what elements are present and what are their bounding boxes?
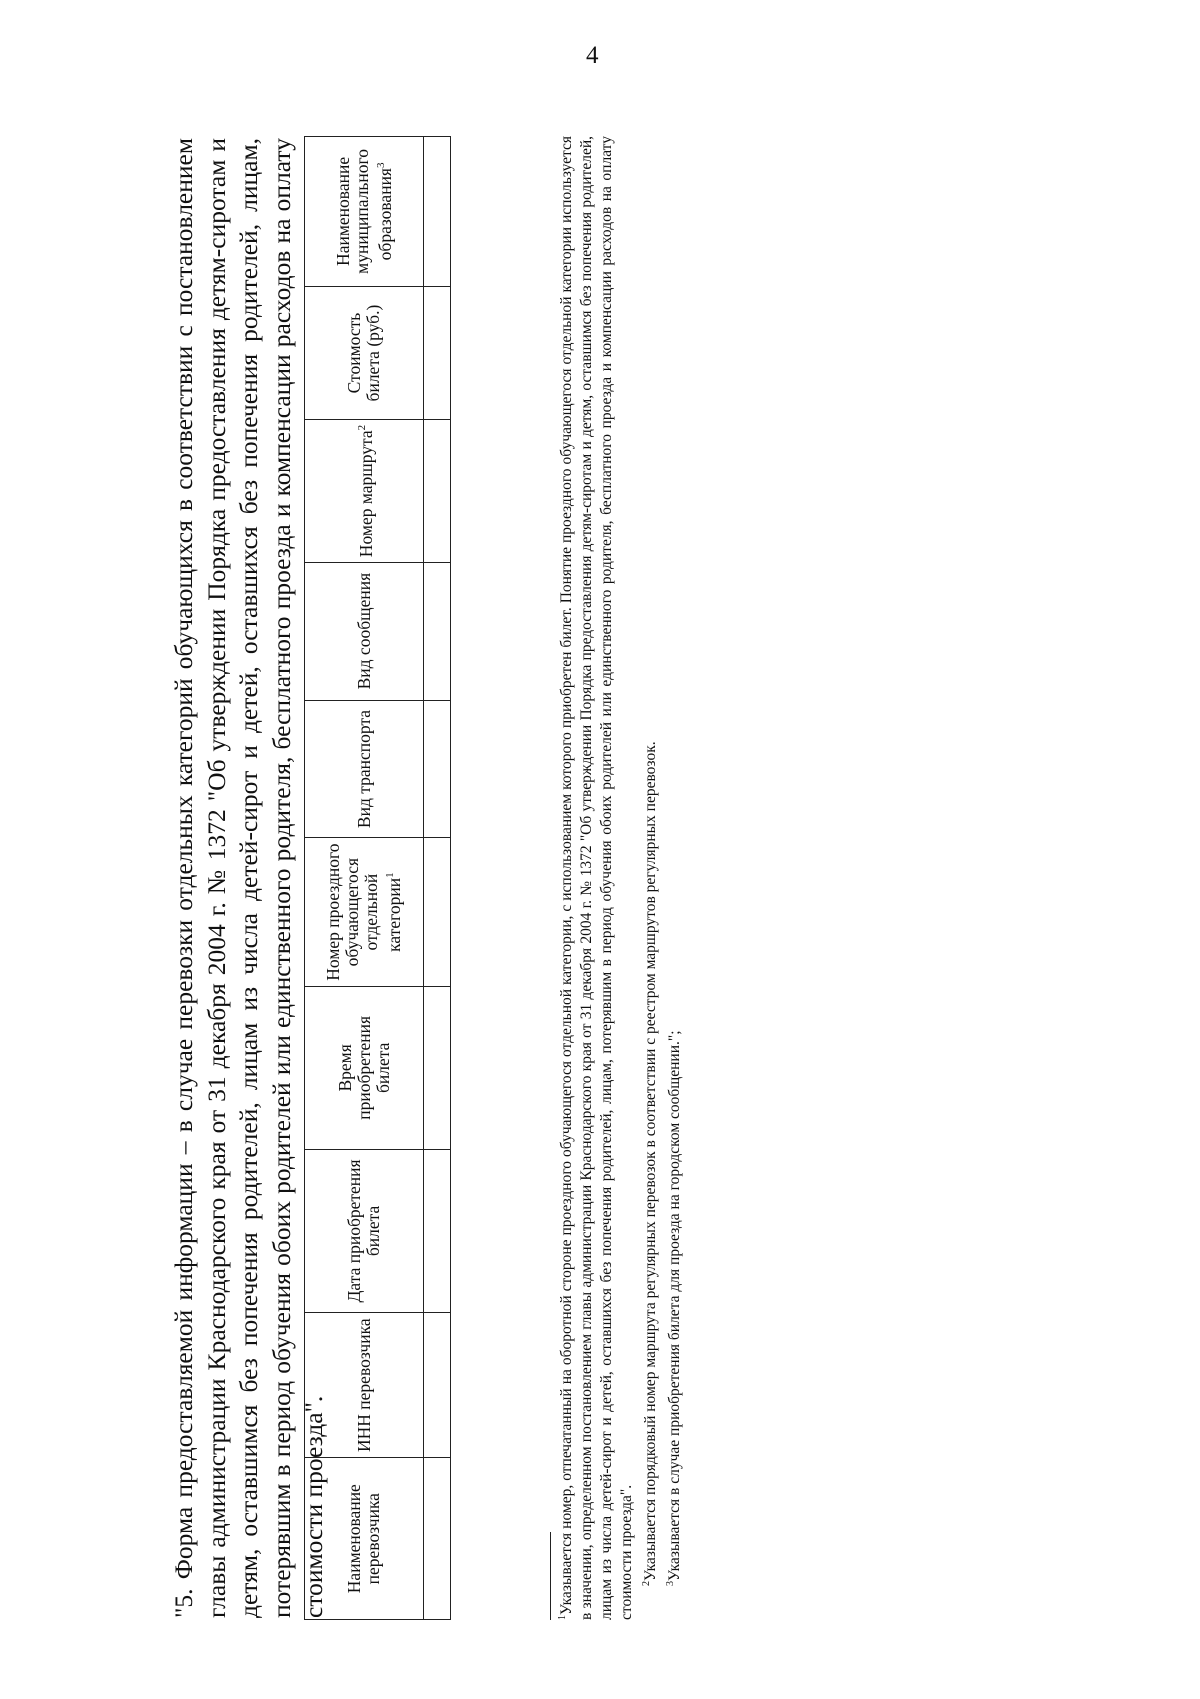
empty-cell bbox=[424, 420, 451, 562]
header-cell: Наименование перевозчика bbox=[305, 1458, 424, 1620]
empty-cell bbox=[424, 700, 451, 838]
empty-cell bbox=[424, 1458, 451, 1620]
header-cell: Вид транспорта bbox=[305, 700, 424, 838]
header-cell: Номер маршрута$^2$ bbox=[305, 420, 424, 562]
empty-cell bbox=[424, 838, 451, 986]
footnotes bbox=[550, 136, 685, 1620]
header-cell: Стоимость билета (руб.) bbox=[305, 286, 424, 419]
header-cell: ИНН перевозчика bbox=[305, 1313, 424, 1458]
header-cell: Наименование муниципального образования$^3$ bbox=[305, 137, 424, 287]
report-form-table bbox=[304, 136, 451, 1620]
empty-cell bbox=[424, 986, 451, 1149]
header-cell: Дата приобретения билета bbox=[305, 1149, 424, 1312]
empty-cell bbox=[424, 1313, 451, 1458]
header-cell: Время приобретения билета bbox=[305, 986, 424, 1149]
table-empty-row bbox=[424, 137, 451, 1620]
rotated-content bbox=[168, 80, 688, 1640]
empty-cell bbox=[424, 286, 451, 419]
intro-text: "5. Форма предоставляемой информации – в случае перевозки отдельных категорий обучающихся в соответствии с постановлением главы администрации Краснодарского края от 31 декабря 2004 г. № 1372 "Об утверждении Порядка предоставления детям-сиротам и детям, оставшимся без попечения родителей, лицам из числа детей-сирот и детей, оставшихся без попечения родителей, лицам, потерявшим в период обучения обоих родителей или единственного родителя, бесплатного проезда и компенсации расходов на оплату стоимости проезда". bbox=[169, 138, 328, 1618]
page-number: 4 bbox=[586, 42, 599, 69]
header-cell: Номер проездного обучающегося отдельной категории$^1$ bbox=[305, 838, 424, 986]
footnote-1: $^1$Указывается номер, отпечатанный на оборотной стороне проездного обучающегося отдельной категории, с использованием которого приобретен билет. Понятие проездного обучающегося отдельной категории используется в значении, определенном постановлением главы администрации Краснодарского края от 31 декабря 2004 г. № 1372 "Об утверждении Порядка предоставления детям-сиротам и детям, оставшимся без попечения родителей, лицам из числа детей-сирот и детей, оставшихся без попечения родителей, лицам, потерявшим в период обучения обоих родителей или единственного родителя, бесплатного проезда и компенсации расходов на оплату стоимости проезда". bbox=[557, 136, 636, 1620]
empty-cell bbox=[424, 137, 451, 287]
empty-cell bbox=[424, 562, 451, 700]
empty-cell bbox=[424, 1149, 451, 1312]
table-header-row bbox=[305, 137, 424, 1620]
footnote-2: $^2$Указывается порядковый номер маршрута регулярных перевозок в соответствии с реестром маршрутов регулярных перевозок. bbox=[641, 741, 660, 1586]
footnote-3: $^3$Указывается в случае приобретения билета для проезда на городском сообщении."; bbox=[665, 1030, 684, 1586]
footnote-divider bbox=[550, 1532, 551, 1620]
header-cell: Вид сообщения bbox=[305, 562, 424, 700]
